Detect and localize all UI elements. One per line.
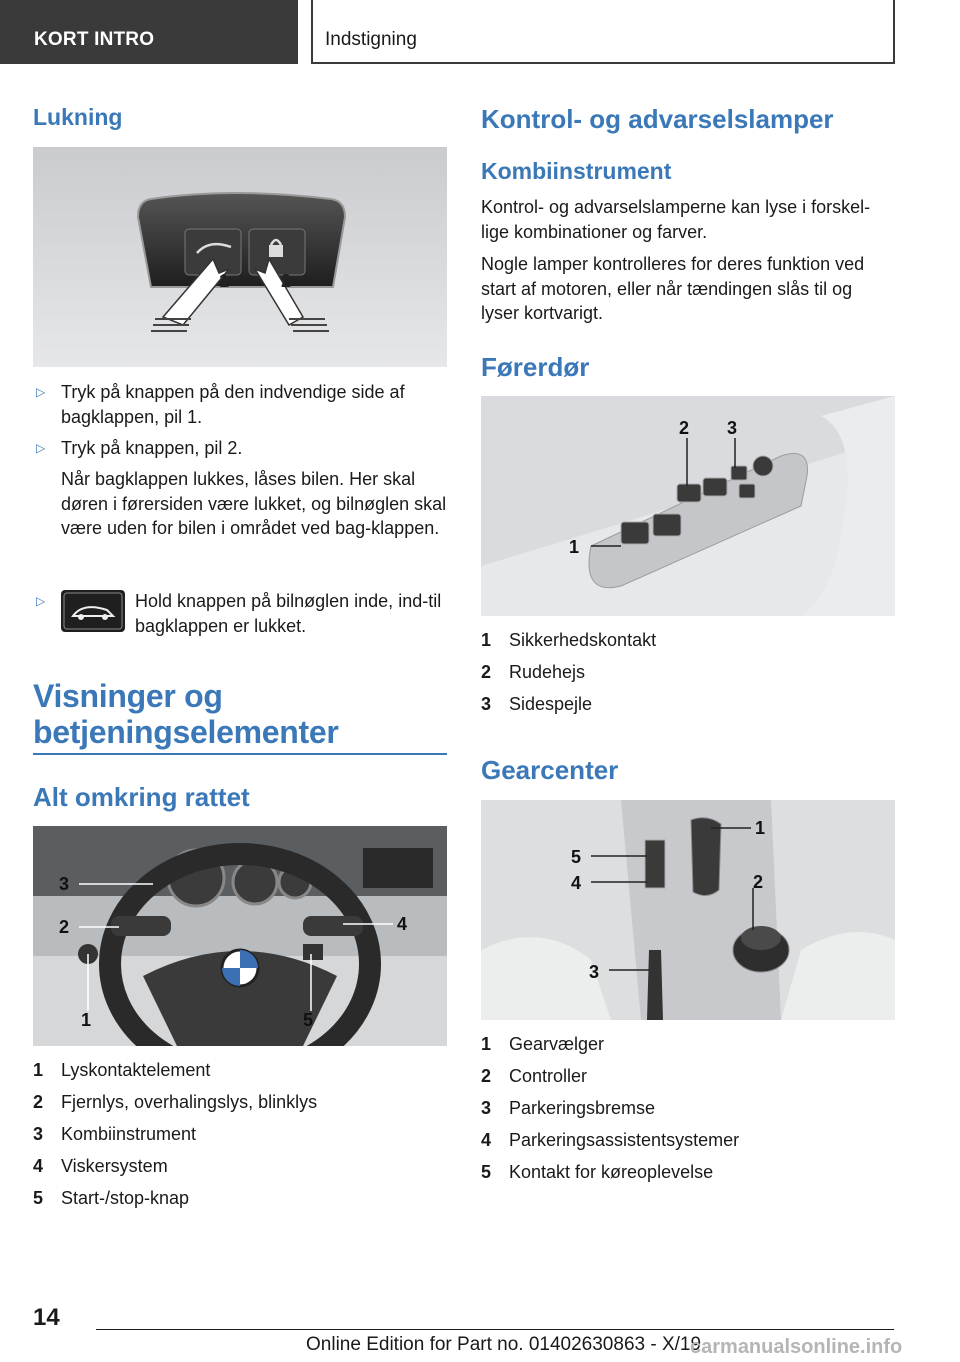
- fig-label-2: 2: [59, 917, 70, 937]
- list-item: 3 Parkeringsbremse: [481, 1098, 656, 1118]
- page-number: 14: [33, 1304, 60, 1331]
- kontrol-paragraph-1: Kontrol- og advarselslamperne kan lyse i forskel-lige kombinationer og farver.: [481, 197, 871, 242]
- rattet-heading: Alt omkring rattet: [33, 782, 250, 812]
- fig-label-2: 2: [281, 271, 292, 291]
- bullet-triangle-icon: ▷: [36, 385, 46, 399]
- section-tab: [0, 0, 298, 64]
- list-item: 3 Sidespejle: [481, 694, 593, 714]
- list-item: 2 Fjernlys, overhalingslys, blinklys: [33, 1092, 318, 1112]
- step-2-text: Tryk på knappen, pil 2.: [61, 438, 243, 458]
- visninger-heading: Visninger og betjeningselementer: [33, 678, 339, 750]
- list-item: 4 Viskersystem: [33, 1156, 168, 1176]
- list-item: 1 Gearvælger: [481, 1034, 605, 1054]
- watermark-text: carmanualsonline.info: [690, 1336, 903, 1358]
- fig-label-2: 2: [753, 872, 764, 892]
- steering-wheel-figure: [33, 826, 447, 1046]
- section-rule: [33, 753, 447, 755]
- step-1-text: Tryk på knappen på den indvendige side af bagklappen, pil 1.: [61, 382, 405, 427]
- list-item: 2 Rudehejs: [481, 662, 586, 682]
- key-fob-tailgate-icon: [61, 590, 125, 632]
- list-item: 1 Sikkerhedskontakt: [481, 630, 657, 650]
- rattet-legend: [33, 1060, 447, 1220]
- fig-label-5: 5: [303, 1010, 314, 1030]
- list-item: 4 Parkeringsassistentsystemer: [481, 1130, 740, 1150]
- list-item: 2 Controller: [481, 1066, 588, 1086]
- forerdor-heading: Førerdør: [481, 352, 590, 382]
- kontrol-heading: Kontrol- og advarselslamper: [481, 104, 834, 134]
- kontrol-paragraph-2: Nogle lamper kontrolleres for deres funktion ved start af motoren, eller når tændingen slås til og lyser kortvarigt.: [481, 254, 865, 323]
- fig-label-1: 1: [81, 1010, 92, 1030]
- fig-label-4: 4: [397, 914, 408, 934]
- fig-label-2: 2: [679, 418, 690, 438]
- driver-door-figure: [481, 396, 895, 616]
- list-item: 5 Kontakt for køreoplevelse: [481, 1162, 714, 1182]
- gearcenter-heading: Gearcenter: [481, 755, 619, 785]
- chapter-title: Indstigning: [325, 29, 417, 50]
- lukning-heading: Lukning: [33, 104, 123, 130]
- list-item: 1 Lyskontaktelement: [33, 1060, 211, 1080]
- list-item: 3 Kombiinstrument: [33, 1124, 197, 1144]
- gearcenter-legend: [481, 1034, 895, 1194]
- kombiinstrument-heading: Kombiinstrument: [481, 158, 672, 184]
- fig-label-3: 3: [589, 962, 600, 982]
- fig-label-1: 1: [219, 271, 230, 291]
- edition-text: Online Edition for Part no. 01402630863 - X/19: [306, 1334, 702, 1355]
- fig-label-5: 5: [571, 847, 582, 867]
- bullet-triangle-icon: ▷: [36, 441, 46, 455]
- fig-label-3: 3: [727, 418, 738, 438]
- fig-label-1: 1: [569, 537, 580, 557]
- gear-center-figure: [481, 800, 895, 1020]
- fig-label-3: 3: [59, 874, 70, 894]
- bullet-triangle-icon: ▷: [36, 594, 46, 608]
- step-2-note: Når bagklappen lukkes, låses bilen. Her skal døren i førersiden være lukket, og bilnøglen skal være uden for bilen i området ved bag-klappen.: [61, 469, 447, 538]
- tailgate-buttons-figure: [33, 147, 447, 367]
- step-3-text: Hold knappen på bilnøglen inde, ind-til bagklappen er lukket.: [135, 591, 442, 636]
- fig-label-4: 4: [571, 873, 582, 893]
- forerdor-legend: [481, 630, 895, 726]
- list-item: 5 Start-/stop-knap: [33, 1188, 190, 1208]
- footer-rule: [96, 1329, 894, 1330]
- fig-label-1: 1: [755, 818, 766, 838]
- section-title: KORT INTRO: [34, 29, 155, 50]
- chapter-tab: [311, 0, 895, 64]
